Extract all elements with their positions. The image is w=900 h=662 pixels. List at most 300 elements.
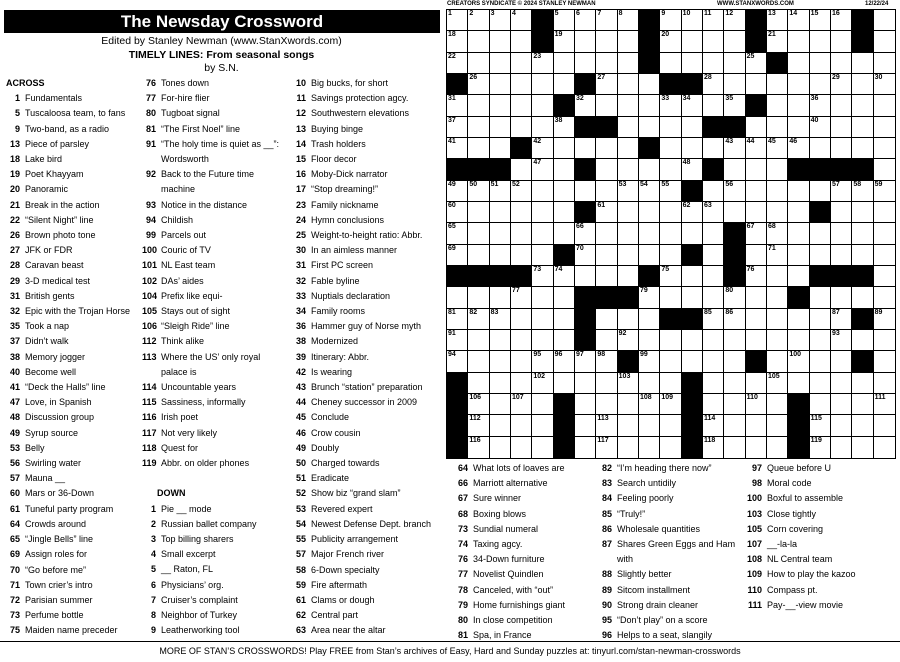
grid-cell[interactable] [639,394,660,415]
grid-cell[interactable] [788,202,809,223]
grid-cell[interactable] [724,437,745,458]
grid-cell[interactable] [468,351,489,372]
grid-cell[interactable] [511,10,532,31]
grid-cell[interactable] [511,53,532,74]
grid-cell[interactable] [874,138,895,159]
grid-cell[interactable] [447,351,468,372]
grid-cell[interactable] [447,309,468,330]
grid-cell[interactable] [746,117,767,138]
grid-cell[interactable] [490,138,511,159]
grid-cell[interactable] [447,223,468,244]
grid-cell[interactable] [852,138,873,159]
grid-cell[interactable] [554,309,575,330]
grid-cell[interactable] [660,394,681,415]
grid-cell[interactable] [788,117,809,138]
grid-cell[interactable] [660,117,681,138]
grid-cell[interactable] [596,415,617,436]
grid-cell[interactable] [724,31,745,52]
grid-cell[interactable] [852,373,873,394]
grid-cell[interactable] [831,74,852,95]
grid-cell[interactable] [874,437,895,458]
grid-cell[interactable] [767,31,788,52]
grid-cell[interactable] [490,181,511,202]
grid-cell[interactable] [639,159,660,180]
grid-cell[interactable] [852,202,873,223]
grid-cell[interactable] [639,287,660,308]
grid-cell[interactable] [682,117,703,138]
grid-cell[interactable] [532,223,553,244]
grid-cell[interactable] [810,223,831,244]
grid-cell[interactable] [724,53,745,74]
grid-cell[interactable] [852,181,873,202]
grid-cell[interactable] [831,309,852,330]
grid-cell[interactable] [511,74,532,95]
grid-cell[interactable] [874,223,895,244]
grid-cell[interactable] [767,394,788,415]
grid-cell[interactable] [810,351,831,372]
grid-cell[interactable] [490,95,511,116]
grid-cell[interactable] [724,394,745,415]
grid-cell[interactable] [660,437,681,458]
grid-cell[interactable] [831,181,852,202]
grid-cell[interactable] [852,330,873,351]
grid-cell[interactable] [831,394,852,415]
grid-cell[interactable] [788,74,809,95]
grid-cell[interactable] [511,245,532,266]
grid-cell[interactable] [852,394,873,415]
grid-cell[interactable] [767,415,788,436]
grid-cell[interactable] [810,53,831,74]
grid-cell[interactable] [618,117,639,138]
grid-cell[interactable] [575,223,596,244]
grid-cell[interactable] [618,223,639,244]
grid-cell[interactable] [746,330,767,351]
grid-cell[interactable] [511,117,532,138]
grid-cell[interactable] [447,10,468,31]
grid-cell[interactable] [575,181,596,202]
grid-cell[interactable] [511,330,532,351]
grid-cell[interactable] [852,223,873,244]
grid-cell[interactable] [703,138,724,159]
grid-cell[interactable] [554,31,575,52]
grid-cell[interactable] [660,181,681,202]
grid-cell[interactable] [511,159,532,180]
grid-cell[interactable] [746,309,767,330]
grid-cell[interactable] [810,394,831,415]
grid-cell[interactable] [767,287,788,308]
grid-cell[interactable] [703,330,724,351]
grid-cell[interactable] [703,309,724,330]
grid-cell[interactable] [682,223,703,244]
grid-cell[interactable] [532,330,553,351]
grid-cell[interactable] [788,181,809,202]
grid-cell[interactable] [554,202,575,223]
grid-cell[interactable] [490,223,511,244]
grid-cell[interactable] [874,31,895,52]
grid-cell[interactable] [596,309,617,330]
grid-cell[interactable] [596,181,617,202]
grid-cell[interactable] [810,287,831,308]
grid-cell[interactable] [639,309,660,330]
grid-cell[interactable] [746,202,767,223]
grid-cell[interactable] [874,10,895,31]
grid-cell[interactable] [746,287,767,308]
grid-cell[interactable] [511,415,532,436]
grid-cell[interactable] [746,415,767,436]
grid-cell[interactable] [596,53,617,74]
grid-cell[interactable] [468,31,489,52]
grid-cell[interactable] [468,95,489,116]
grid-cell[interactable] [810,31,831,52]
grid-cell[interactable] [532,95,553,116]
grid-cell[interactable] [746,138,767,159]
grid-cell[interactable] [618,10,639,31]
grid-cell[interactable] [831,351,852,372]
grid-cell[interactable] [575,245,596,266]
grid-cell[interactable] [788,373,809,394]
grid-cell[interactable] [810,10,831,31]
grid-cell[interactable] [682,330,703,351]
grid-cell[interactable] [511,95,532,116]
grid-cell[interactable] [532,415,553,436]
grid-cell[interactable] [468,394,489,415]
grid-cell[interactable] [724,74,745,95]
grid-cell[interactable] [810,330,831,351]
grid-cell[interactable] [660,245,681,266]
grid-cell[interactable] [724,202,745,223]
grid-cell[interactable] [468,10,489,31]
grid-cell[interactable] [447,202,468,223]
grid-cell[interactable] [596,202,617,223]
grid-cell[interactable] [831,287,852,308]
grid-cell[interactable] [703,10,724,31]
grid-cell[interactable] [639,202,660,223]
grid-cell[interactable] [575,351,596,372]
grid-cell[interactable] [746,74,767,95]
grid-cell[interactable] [660,287,681,308]
grid-cell[interactable] [724,181,745,202]
grid-cell[interactable] [554,53,575,74]
grid-cell[interactable] [874,74,895,95]
grid-cell[interactable] [447,95,468,116]
grid-cell[interactable] [852,415,873,436]
grid-cell[interactable] [490,394,511,415]
grid-cell[interactable] [490,202,511,223]
grid-cell[interactable] [682,202,703,223]
grid-cell[interactable] [852,53,873,74]
grid-cell[interactable] [468,437,489,458]
grid-cell[interactable] [468,309,489,330]
grid-cell[interactable] [618,415,639,436]
grid-cell[interactable] [767,117,788,138]
grid-cell[interactable] [447,138,468,159]
grid-cell[interactable] [447,287,468,308]
grid-cell[interactable] [788,330,809,351]
grid-cell[interactable] [511,287,532,308]
grid-cell[interactable] [639,373,660,394]
grid-cell[interactable] [596,245,617,266]
grid-cell[interactable] [618,266,639,287]
grid-cell[interactable] [618,31,639,52]
grid-cell[interactable] [788,95,809,116]
grid-cell[interactable] [682,138,703,159]
grid-cell[interactable] [703,31,724,52]
grid-cell[interactable] [788,309,809,330]
grid-cell[interactable] [639,181,660,202]
grid-cell[interactable] [810,309,831,330]
grid-cell[interactable] [532,266,553,287]
grid-cell[interactable] [511,394,532,415]
grid-cell[interactable] [596,159,617,180]
grid-cell[interactable] [746,223,767,244]
grid-cell[interactable] [788,31,809,52]
grid-cell[interactable] [767,95,788,116]
grid-cell[interactable] [532,159,553,180]
grid-cell[interactable] [468,117,489,138]
grid-cell[interactable] [703,415,724,436]
grid-cell[interactable] [618,394,639,415]
grid-cell[interactable] [532,373,553,394]
grid-cell[interactable] [767,309,788,330]
grid-cell[interactable] [447,181,468,202]
grid-cell[interactable] [703,95,724,116]
grid-cell[interactable] [554,287,575,308]
grid-cell[interactable] [618,53,639,74]
grid-cell[interactable] [810,373,831,394]
grid-cell[interactable] [767,351,788,372]
grid-cell[interactable] [554,138,575,159]
grid-cell[interactable] [639,117,660,138]
grid-cell[interactable] [490,287,511,308]
grid-cell[interactable] [746,266,767,287]
grid-cell[interactable] [511,437,532,458]
grid-cell[interactable] [660,266,681,287]
grid-cell[interactable] [596,31,617,52]
grid-cell[interactable] [831,415,852,436]
grid-cell[interactable] [767,223,788,244]
grid-cell[interactable] [852,437,873,458]
grid-cell[interactable] [788,138,809,159]
grid-cell[interactable] [447,31,468,52]
grid-cell[interactable] [575,394,596,415]
grid-cell[interactable] [660,415,681,436]
grid-cell[interactable] [874,287,895,308]
grid-cell[interactable] [618,373,639,394]
grid-cell[interactable] [746,53,767,74]
grid-cell[interactable] [874,159,895,180]
grid-cell[interactable] [554,266,575,287]
grid-cell[interactable] [447,330,468,351]
grid-cell[interactable] [618,330,639,351]
grid-cell[interactable] [490,245,511,266]
grid-cell[interactable] [575,138,596,159]
grid-cell[interactable] [682,351,703,372]
grid-cell[interactable] [682,10,703,31]
grid-cell[interactable] [703,394,724,415]
grid-cell[interactable] [703,181,724,202]
grid-cell[interactable] [682,53,703,74]
grid-cell[interactable] [660,53,681,74]
grid-cell[interactable] [703,74,724,95]
grid-cell[interactable] [703,373,724,394]
grid-cell[interactable] [852,95,873,116]
grid-cell[interactable] [468,138,489,159]
grid-cell[interactable] [660,138,681,159]
grid-cell[interactable] [660,223,681,244]
grid-cell[interactable] [703,266,724,287]
grid-cell[interactable] [682,31,703,52]
grid-cell[interactable] [703,245,724,266]
grid-cell[interactable] [767,437,788,458]
grid-cell[interactable] [618,202,639,223]
grid-cell[interactable] [532,74,553,95]
grid-cell[interactable] [852,117,873,138]
grid-cell[interactable] [596,394,617,415]
grid-cell[interactable] [468,53,489,74]
grid-cell[interactable] [660,330,681,351]
grid-cell[interactable] [468,245,489,266]
grid-cell[interactable] [810,95,831,116]
grid-cell[interactable] [511,309,532,330]
grid-cell[interactable] [468,330,489,351]
grid-cell[interactable] [447,53,468,74]
grid-cell[interactable] [511,31,532,52]
grid-cell[interactable] [511,223,532,244]
grid-cell[interactable] [810,245,831,266]
grid-cell[interactable] [703,437,724,458]
grid-cell[interactable] [618,95,639,116]
grid-cell[interactable] [618,245,639,266]
grid-cell[interactable] [490,330,511,351]
grid-cell[interactable] [767,245,788,266]
grid-cell[interactable] [639,330,660,351]
grid-cell[interactable] [532,138,553,159]
grid-cell[interactable] [746,437,767,458]
grid-cell[interactable] [746,394,767,415]
grid-cell[interactable] [831,330,852,351]
grid-cell[interactable] [596,10,617,31]
grid-cell[interactable] [724,138,745,159]
grid-cell[interactable] [639,245,660,266]
grid-cell[interactable] [767,10,788,31]
grid-cell[interactable] [618,437,639,458]
grid-cell[interactable] [874,394,895,415]
grid-cell[interactable] [618,159,639,180]
grid-cell[interactable] [682,287,703,308]
grid-cell[interactable] [874,117,895,138]
grid-cell[interactable] [554,10,575,31]
grid-cell[interactable] [746,245,767,266]
grid-cell[interactable] [874,351,895,372]
grid-cell[interactable] [639,74,660,95]
grid-cell[interactable] [810,437,831,458]
grid-cell[interactable] [468,373,489,394]
grid-cell[interactable] [532,309,553,330]
grid-cell[interactable] [532,117,553,138]
grid-cell[interactable] [660,351,681,372]
grid-cell[interactable] [532,351,553,372]
grid-cell[interactable] [596,373,617,394]
grid-cell[interactable] [532,53,553,74]
grid-cell[interactable] [618,309,639,330]
grid-cell[interactable] [703,351,724,372]
grid-cell[interactable] [788,245,809,266]
grid-cell[interactable] [831,373,852,394]
grid-cell[interactable] [810,415,831,436]
grid-cell[interactable] [532,437,553,458]
grid-cell[interactable] [596,74,617,95]
grid-cell[interactable] [490,415,511,436]
grid-cell[interactable] [660,95,681,116]
grid-cell[interactable] [852,245,873,266]
grid-cell[interactable] [703,53,724,74]
grid-cell[interactable] [788,351,809,372]
grid-cell[interactable] [874,330,895,351]
grid-cell[interactable] [554,181,575,202]
grid-cell[interactable] [703,223,724,244]
grid-cell[interactable] [596,223,617,244]
grid-cell[interactable] [703,287,724,308]
grid-cell[interactable] [724,351,745,372]
grid-cell[interactable] [490,373,511,394]
grid-cell[interactable] [724,159,745,180]
grid-cell[interactable] [596,437,617,458]
grid-cell[interactable] [639,223,660,244]
grid-cell[interactable] [682,95,703,116]
grid-cell[interactable] [532,245,553,266]
grid-cell[interactable] [596,95,617,116]
grid-cell[interactable] [874,266,895,287]
grid-cell[interactable] [490,437,511,458]
grid-cell[interactable] [831,117,852,138]
grid-cell[interactable] [767,330,788,351]
grid-cell[interactable] [767,202,788,223]
grid-cell[interactable] [767,159,788,180]
grid-cell[interactable] [746,373,767,394]
grid-cell[interactable] [575,95,596,116]
grid-cell[interactable] [874,95,895,116]
grid-cell[interactable] [554,117,575,138]
grid-cell[interactable] [596,266,617,287]
grid-cell[interactable] [575,373,596,394]
grid-cell[interactable] [511,373,532,394]
grid-cell[interactable] [532,202,553,223]
grid-cell[interactable] [874,245,895,266]
grid-cell[interactable] [554,223,575,244]
grid-cell[interactable] [511,202,532,223]
grid-cell[interactable] [554,330,575,351]
grid-cell[interactable] [788,10,809,31]
grid-cell[interactable] [490,31,511,52]
grid-cell[interactable] [468,181,489,202]
grid-cell[interactable] [490,53,511,74]
grid-cell[interactable] [660,31,681,52]
grid-cell[interactable] [724,373,745,394]
grid-cell[interactable] [639,437,660,458]
grid-cell[interactable] [532,287,553,308]
grid-cell[interactable] [788,266,809,287]
grid-cell[interactable] [682,159,703,180]
grid-cell[interactable] [511,181,532,202]
grid-cell[interactable] [575,266,596,287]
grid-cell[interactable] [618,181,639,202]
grid-cell[interactable] [660,159,681,180]
grid-cell[interactable] [490,351,511,372]
grid-cell[interactable] [490,10,511,31]
grid-cell[interactable] [554,373,575,394]
grid-cell[interactable] [490,309,511,330]
grid-cell[interactable] [660,10,681,31]
